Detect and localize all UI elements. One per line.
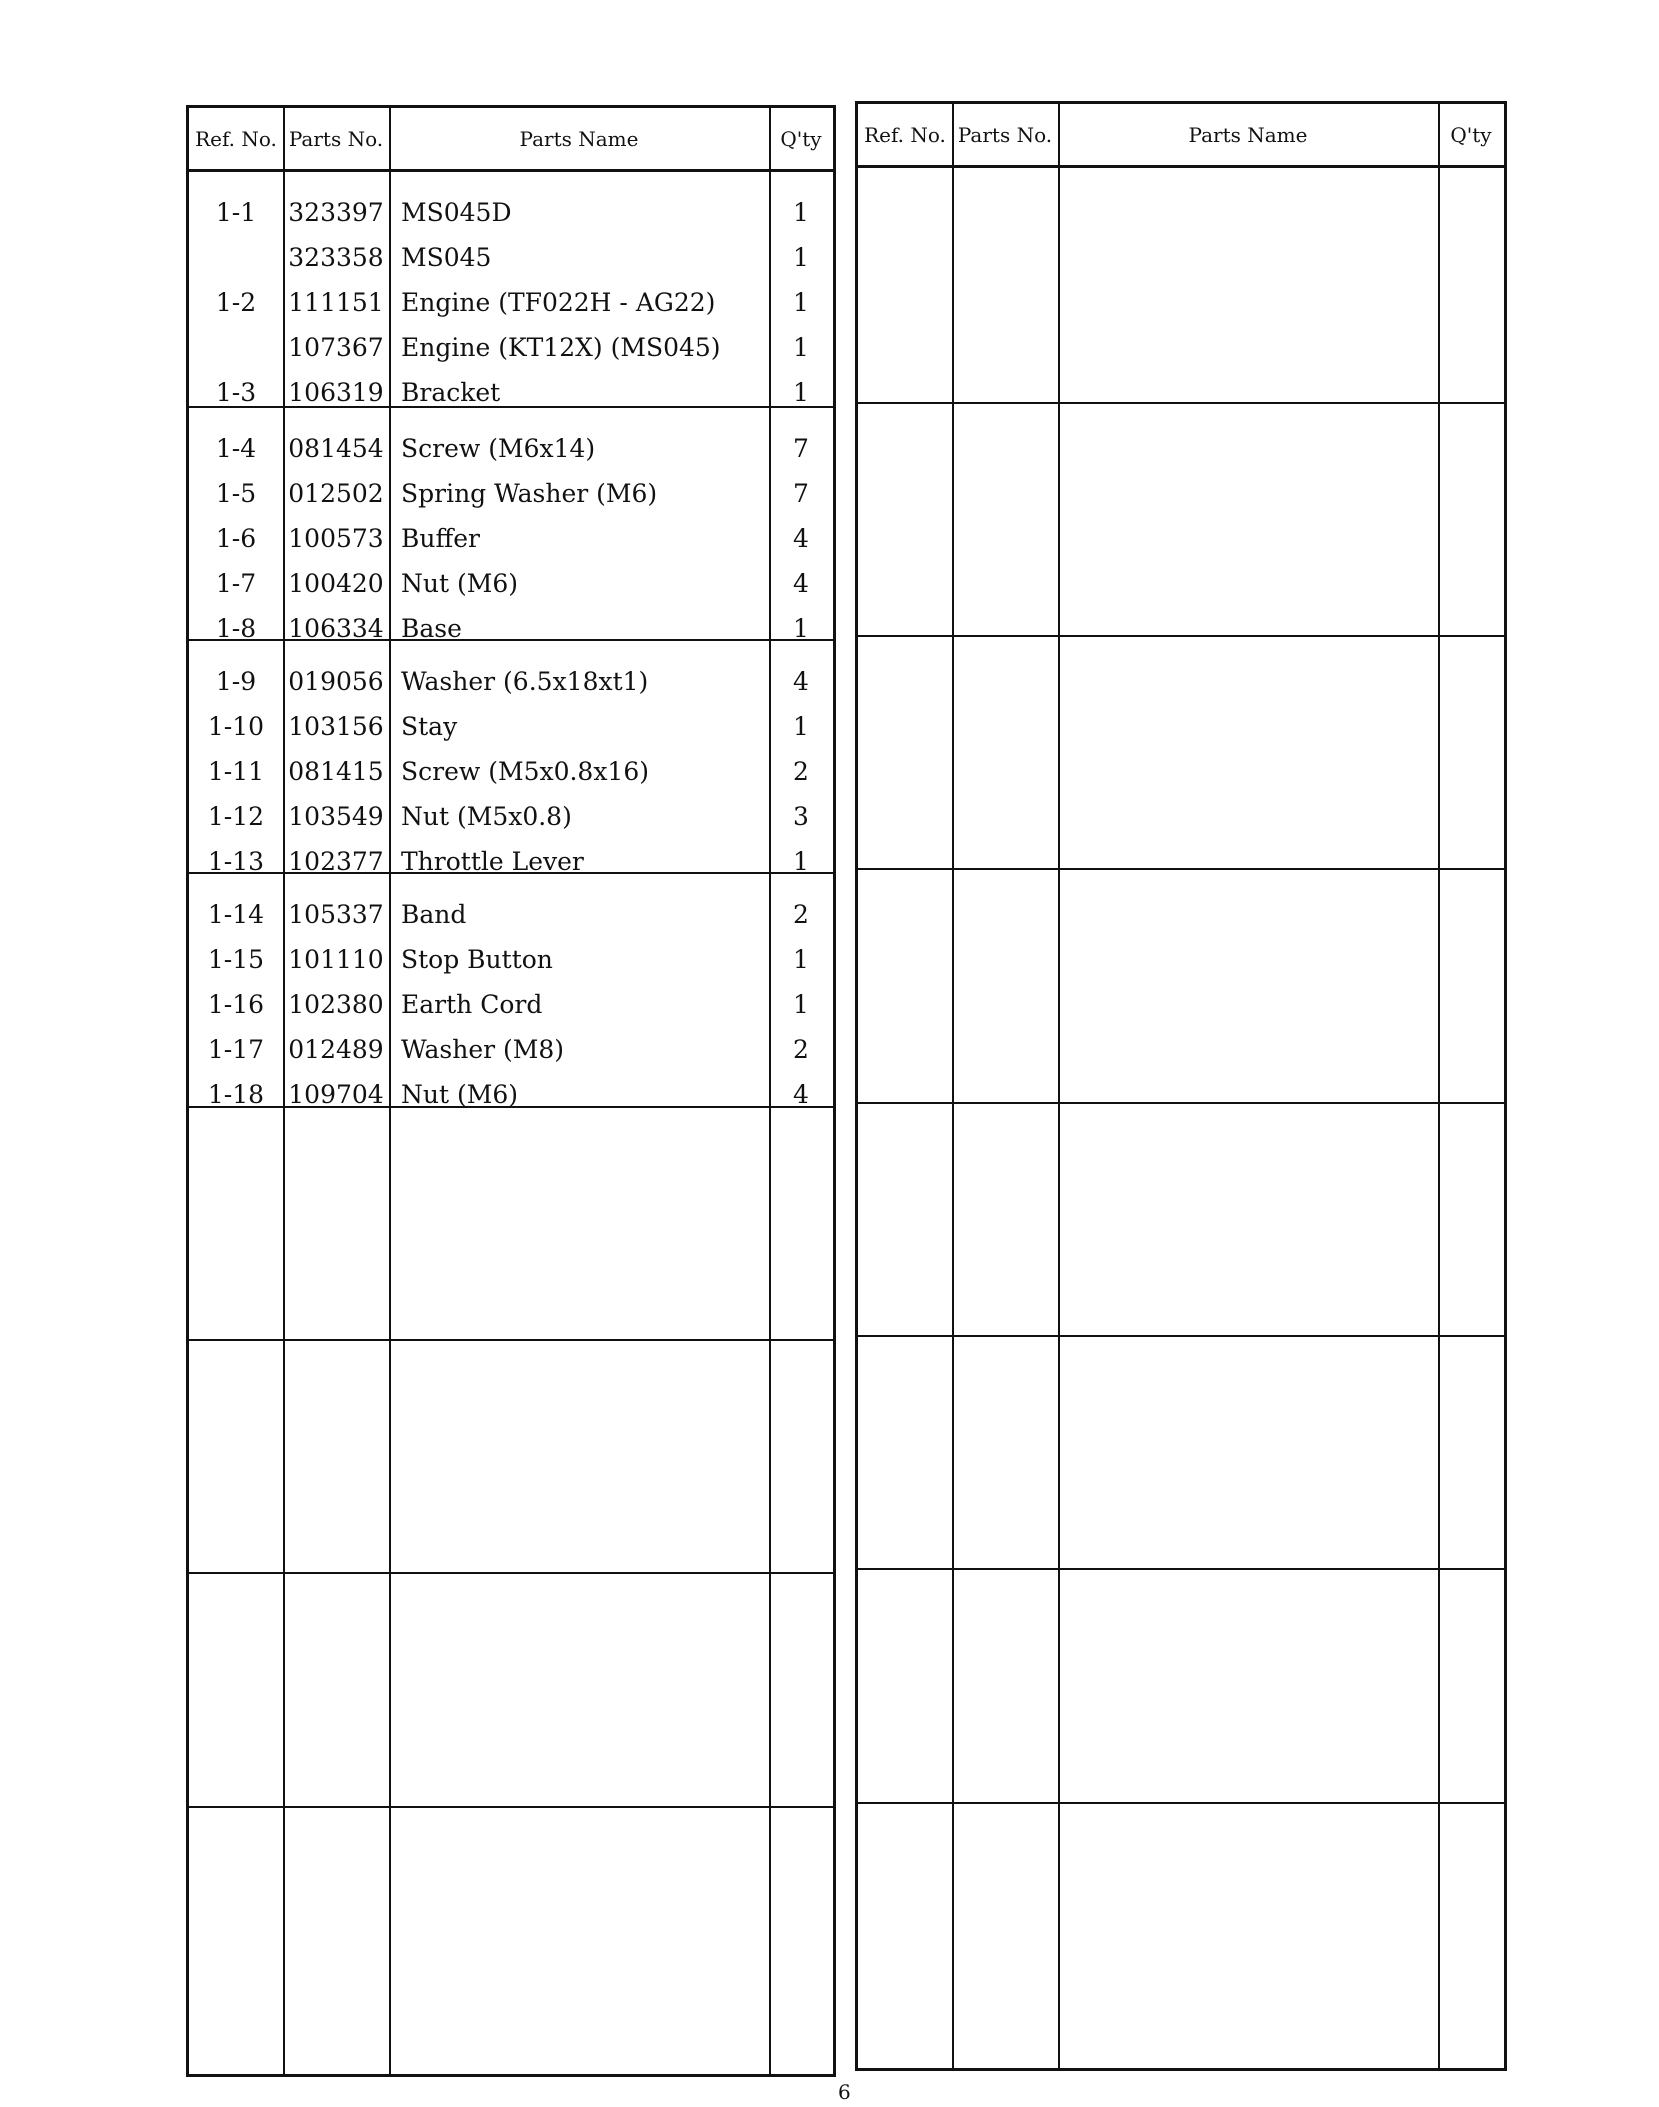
ref-no-cell: 1-8 [215, 614, 257, 643]
ref-no-cell: 1-16 [207, 990, 265, 1019]
qty-cell: 1 [793, 243, 809, 272]
ref-no-cell: 1-15 [207, 945, 265, 974]
table-row [189, 704, 833, 749]
table-row [189, 426, 833, 471]
header-qty: Q'ty [780, 126, 822, 151]
row-group [858, 868, 1504, 1102]
parts-no-cell: 102377 [288, 847, 384, 876]
parts-no-cell: 081454 [288, 434, 384, 463]
row-group [858, 168, 1504, 402]
qty-cell: 4 [793, 569, 809, 598]
ref-no-cell: 1-11 [207, 757, 265, 786]
parts-no-cell: 012489 [288, 1035, 384, 1064]
qty-cell: 1 [793, 198, 809, 227]
table-row [189, 325, 833, 370]
parts-name-cell: Nut (M6) [401, 1080, 518, 1109]
parts-no-cell: 101110 [288, 945, 384, 974]
row-group [858, 635, 1504, 868]
row-group [189, 1339, 833, 1572]
header-parts-name: Parts Name [1188, 122, 1308, 147]
page-number: 6 [838, 2080, 851, 2104]
ref-no-cell: 1-17 [207, 1035, 265, 1064]
qty-cell: 7 [793, 434, 809, 463]
parts-name-cell: Washer (6.5x18xt1) [401, 667, 649, 696]
qty-cell: 1 [793, 288, 809, 317]
parts-no-cell: 081415 [288, 757, 384, 786]
parts-no-cell: 106334 [288, 614, 384, 643]
parts-name-cell: Screw (M6x14) [401, 434, 596, 463]
parts-no-cell: 105337 [288, 900, 384, 929]
row-group [858, 1335, 1504, 1568]
row-group [189, 639, 833, 876]
ref-no-cell: 1-6 [215, 524, 257, 553]
table-row [189, 561, 833, 606]
row-group [189, 1572, 833, 1806]
table-row [189, 749, 833, 794]
parts-name-cell: MS045D [401, 198, 512, 227]
row-group [189, 1806, 833, 2072]
parts-name-cell: Engine (TF022H - AG22) [401, 288, 716, 317]
parts-no-cell: 100420 [288, 569, 384, 598]
row-group [858, 402, 1504, 635]
parts-name-cell: Engine (KT12X) (MS045) [401, 333, 721, 362]
table-row [189, 659, 833, 704]
parts-table-left [186, 105, 836, 2077]
parts-no-cell: 107367 [288, 333, 384, 362]
parts-no-cell: 106319 [288, 378, 384, 407]
parts-table-right [855, 101, 1507, 2071]
ref-no-cell: 1-7 [215, 569, 257, 598]
ref-no-cell: 1-3 [215, 378, 257, 407]
parts-no-cell: 012502 [288, 479, 384, 508]
parts-name-cell: MS045 [401, 243, 492, 272]
parts-no-cell: 111151 [288, 288, 384, 317]
header-qty: Q'ty [1450, 122, 1492, 147]
parts-no-cell: 100573 [288, 524, 384, 553]
row-group [189, 1106, 833, 1339]
parts-name-cell: Base [401, 614, 462, 643]
table-row [189, 190, 833, 235]
table-row [189, 235, 833, 280]
qty-cell: 7 [793, 479, 809, 508]
qty-cell: 1 [793, 990, 809, 1019]
table-row [189, 516, 833, 561]
header-ref-no: Ref. No. [864, 122, 946, 147]
parts-name-cell: Throttle Lever [401, 847, 584, 876]
parts-no-cell: 323397 [288, 198, 384, 227]
ref-no-cell [189, 235, 283, 280]
table-row [189, 937, 833, 982]
ref-no-cell: 1-14 [207, 900, 265, 929]
parts-name-cell: Band [401, 900, 467, 929]
qty-cell: 1 [793, 945, 809, 974]
ref-no-cell: 1-10 [207, 712, 265, 741]
parts-name-cell: Buffer [401, 524, 480, 553]
header-parts-name: Parts Name [519, 126, 639, 151]
table-row [189, 794, 833, 839]
parts-name-cell: Stay [401, 712, 458, 741]
row-group [189, 172, 833, 406]
parts-no-cell: 109704 [288, 1080, 384, 1109]
table-row [189, 982, 833, 1027]
header-ref-no: Ref. No. [195, 126, 277, 151]
qty-cell: 1 [793, 847, 809, 876]
ref-no-cell: 1-4 [215, 434, 257, 463]
qty-cell: 1 [793, 614, 809, 643]
ref-no-cell: 1-5 [215, 479, 257, 508]
row-group [858, 1802, 1504, 2068]
ref-no-cell [189, 325, 283, 370]
parts-no-cell: 102380 [288, 990, 384, 1019]
table-row [189, 892, 833, 937]
ref-no-cell: 1-1 [215, 198, 257, 227]
parts-name-cell: Nut (M5x0.8) [401, 802, 572, 831]
qty-cell: 1 [793, 333, 809, 362]
parts-name-cell: Washer (M8) [401, 1035, 565, 1064]
table-header [189, 108, 833, 172]
qty-cell: 3 [793, 802, 809, 831]
row-group [858, 1568, 1504, 1802]
table-header [858, 104, 1504, 168]
row-group [189, 872, 833, 1109]
table-row [189, 280, 833, 325]
qty-cell: 2 [793, 900, 809, 929]
ref-no-cell: 1-13 [207, 847, 265, 876]
parts-name-cell: Stop Button [401, 945, 553, 974]
row-group [858, 1102, 1504, 1335]
qty-cell: 2 [793, 1035, 809, 1064]
table-row [189, 471, 833, 516]
ref-no-cell: 1-18 [207, 1080, 265, 1109]
parts-name-cell: Bracket [401, 378, 501, 407]
parts-no-cell: 103549 [288, 802, 384, 831]
parts-no-cell: 323358 [288, 243, 384, 272]
ref-no-cell: 1-2 [215, 288, 257, 317]
ref-no-cell: 1-12 [207, 802, 265, 831]
header-parts-no: Parts No. [957, 122, 1053, 147]
header-parts-no: Parts No. [288, 126, 384, 151]
parts-name-cell: Spring Washer (M6) [401, 479, 658, 508]
parts-no-cell: 019056 [288, 667, 384, 696]
qty-cell: 4 [793, 667, 809, 696]
parts-name-cell: Screw (M5x0.8x16) [401, 757, 649, 786]
qty-cell: 1 [793, 378, 809, 407]
row-group [189, 406, 833, 643]
qty-cell: 2 [793, 757, 809, 786]
ref-no-cell: 1-9 [215, 667, 257, 696]
table-row [189, 1027, 833, 1072]
parts-name-cell: Earth Cord [401, 990, 543, 1019]
parts-name-cell: Nut (M6) [401, 569, 518, 598]
parts-no-cell: 103156 [288, 712, 384, 741]
qty-cell: 1 [793, 712, 809, 741]
qty-cell: 4 [793, 524, 809, 553]
qty-cell: 4 [793, 1080, 809, 1109]
